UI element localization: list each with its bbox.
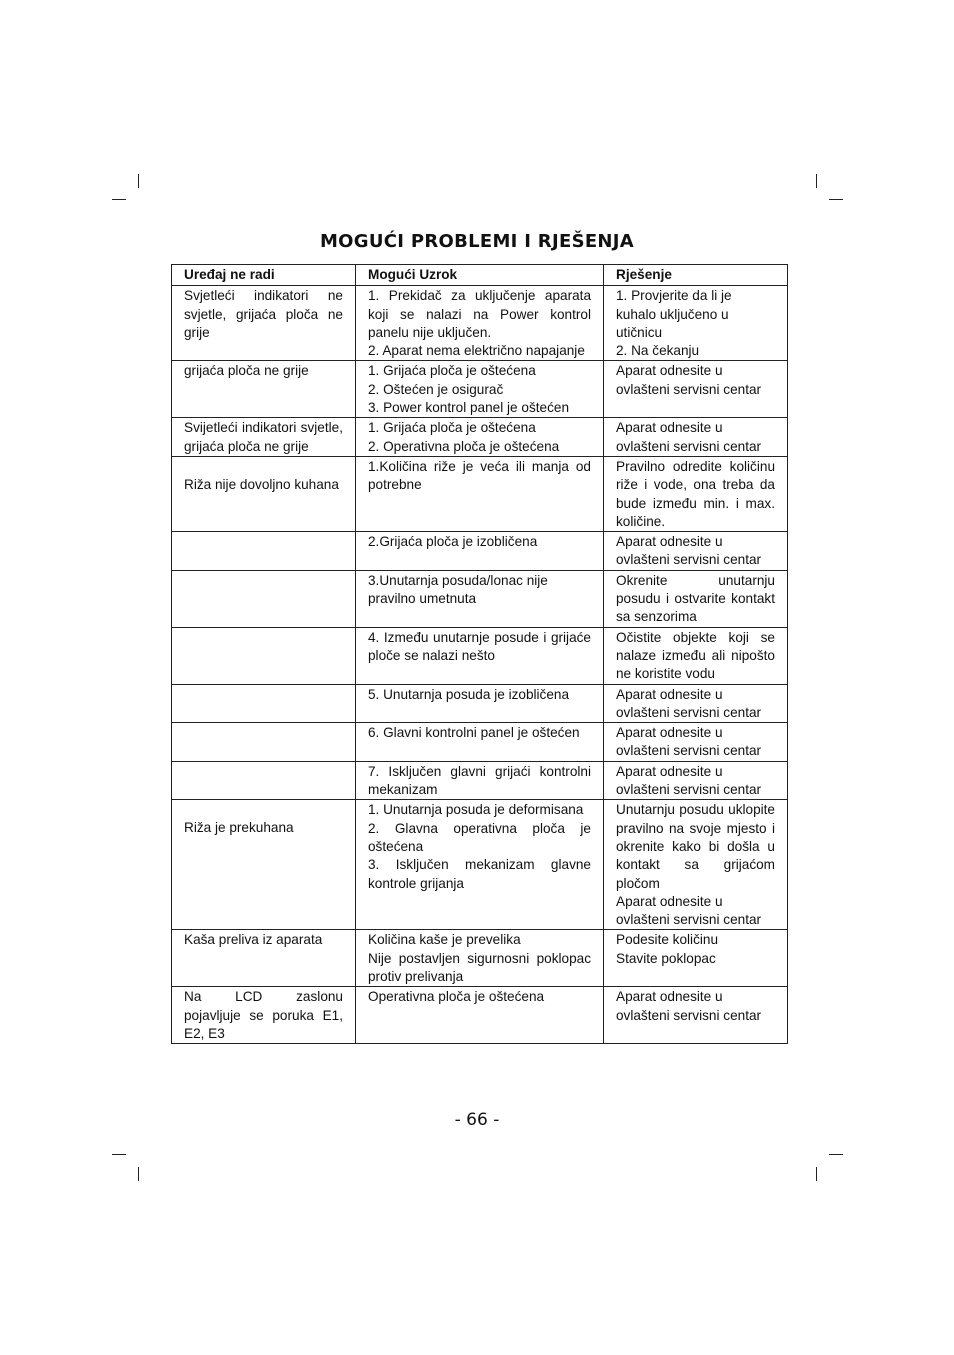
table-row — [172, 684, 788, 723]
cause-cell — [356, 723, 604, 762]
cause-text: 5. Unutarnja posuda je izobličena — [368, 686, 570, 702]
problem-cell — [172, 532, 356, 571]
solution-text: Aparat odnesite u ovlašteni servisni centar — [616, 725, 762, 759]
problem-cell — [172, 987, 356, 1044]
solution-cell — [604, 930, 788, 987]
table-row — [172, 286, 788, 361]
problem-cell — [172, 418, 356, 457]
crop-mark — [816, 1167, 817, 1181]
problem-text: Kaša preliva iz aparata — [184, 932, 323, 948]
solution-text: Aparat odnesite u ovlašteni servisni centar — [616, 893, 762, 928]
header-problem: Uređaj ne radi — [172, 265, 356, 286]
cause-text: 1.Količina riže je veća ili manja od potrebne — [368, 458, 591, 493]
solution-text: 1. Provjerite da li je kuhalo uključeno u utičnicu — [616, 288, 732, 340]
solution-cell — [604, 723, 788, 762]
solution-text: Okrenite unutarnju posudu i ostvarite kontakt sa senzorima — [616, 572, 775, 625]
table-row — [172, 987, 788, 1044]
problem-cell — [172, 570, 356, 627]
problem-text: grijaća ploča ne grije — [184, 363, 309, 379]
solution-text: Unutarnju posudu uklopite pravilno na svoje mjesto i okrenite kako bi došla u kontakt sa grijaćom pločom — [616, 802, 775, 891]
problem-cell — [172, 761, 356, 800]
crop-mark — [816, 174, 817, 188]
cause-text: 2. Aparat nema električno napajanje — [368, 343, 585, 359]
cause-text: 3. Isključen mekanizam glavne kontrole grijanja — [368, 857, 591, 891]
table-row — [172, 418, 788, 457]
problem-text: Svijetleći indikatori svjetle, grijaća ploča ne grije — [184, 420, 343, 454]
solution-cell — [604, 418, 788, 457]
solution-text: 2. Na čekanju — [616, 343, 700, 359]
crop-mark — [138, 174, 139, 188]
solution-cell — [604, 361, 788, 418]
solution-text: Stavite poklopac — [616, 950, 716, 966]
cause-cell — [356, 627, 604, 684]
cause-text: 1. Prekidač za uključenje aparata koji se nalazi na Power kontrol panelu nije uključen. — [368, 288, 591, 340]
table-row — [172, 930, 788, 987]
header-solution: Rješenje — [604, 265, 788, 286]
solution-text: Aparat odnesite u ovlašteni servisni centar — [616, 420, 762, 454]
cause-cell — [356, 286, 604, 361]
cause-cell — [356, 800, 604, 930]
page-title: MOGUĆI PROBLEMI I RJEŠENJA — [319, 231, 635, 252]
header-cause: Mogući Uzrok — [356, 265, 604, 286]
cause-text: 3.Unutarnja posuda/lonac nije pravilno umetnuta — [368, 572, 548, 607]
table-header-row — [172, 265, 788, 286]
table-row — [172, 761, 788, 800]
cause-text: Operativna ploča je oštećena — [368, 989, 545, 1005]
table-row — [172, 532, 788, 571]
table-row — [172, 723, 788, 762]
cause-cell — [356, 570, 604, 627]
solution-text: Aparat odnesite u ovlašteni servisni centar — [616, 534, 762, 568]
cause-text: 2. Oštećen je osigurač — [368, 381, 504, 397]
solution-text: Podesite količinu — [616, 932, 719, 948]
crop-mark — [829, 1154, 843, 1155]
solution-cell — [604, 800, 788, 930]
troubleshooting-table — [171, 264, 788, 1044]
cause-cell — [356, 761, 604, 800]
cause-cell — [356, 532, 604, 571]
cause-text: 2.Grijaća ploča je izobličena — [368, 534, 538, 550]
problem-text: Na LCD zaslonu pojavljuje se poruka E1, E2, E3 — [184, 989, 343, 1041]
page-number: - 66 - — [454, 1110, 500, 1130]
solution-text: Aparat odnesite u ovlašteni servisni centar — [616, 989, 762, 1023]
solution-text: Aparat odnesite u ovlašteni servisni centar — [616, 763, 762, 798]
problem-text: Riža je prekuhana — [184, 820, 294, 836]
cause-text: 1. Grijaća ploča je oštećena — [368, 363, 536, 379]
solution-cell — [604, 570, 788, 627]
table-row — [172, 361, 788, 418]
cause-text: 3. Power kontrol panel je oštećen — [368, 400, 570, 416]
solution-text: Aparat odnesite u ovlašteni servisni centar — [616, 363, 762, 397]
solution-cell — [604, 761, 788, 800]
cause-text: 4. Između unutarnje posude i grijaće ploče se nalazi nešto — [368, 629, 591, 663]
cause-cell — [356, 684, 604, 723]
cause-text: 7. Isključen glavni grijaći kontrolni mekanizam — [368, 763, 591, 798]
cause-cell — [356, 987, 604, 1044]
problem-cell — [172, 286, 356, 361]
problem-text: Svjetleći indikatori ne svjetle, grijaća ploča ne grije — [184, 288, 343, 340]
solution-text: Aparat odnesite u ovlašteni servisni centar — [616, 686, 762, 720]
cause-text: 1. Grijaća ploča je oštećena — [368, 420, 536, 436]
table-row — [172, 800, 788, 930]
cause-cell — [356, 456, 604, 531]
crop-mark — [112, 199, 126, 200]
cause-text: 1. Unutarnja posuda je deformisana — [368, 802, 584, 818]
crop-mark — [112, 1154, 126, 1155]
solution-cell — [604, 532, 788, 571]
crop-mark — [829, 199, 843, 200]
cause-cell — [356, 930, 604, 987]
table-row — [172, 627, 788, 684]
cause-text: Nije postavljen sigurnosni poklopac protiv prelivanja — [368, 950, 591, 984]
problem-cell — [172, 723, 356, 762]
crop-mark — [138, 1167, 139, 1181]
solution-cell — [604, 627, 788, 684]
cause-text: Količina kaše je prevelika — [368, 932, 521, 948]
problem-cell — [172, 627, 356, 684]
problem-cell — [172, 361, 356, 418]
problem-cell — [172, 930, 356, 987]
solution-text: Očistite objekte koji se nalaze između ali nipošto ne koristite vodu — [616, 629, 775, 682]
solution-cell — [604, 456, 788, 531]
problem-text: Riža nije dovoljno kuhana — [184, 477, 339, 493]
cause-text: 2. Operativna ploča je oštećena — [368, 438, 560, 454]
solution-cell — [604, 684, 788, 723]
solution-cell — [604, 987, 788, 1044]
table-row — [172, 456, 788, 531]
cause-text: 2. Glavna operativna ploča je oštećena — [368, 820, 591, 854]
problem-cell — [172, 456, 356, 531]
problem-cell — [172, 800, 356, 930]
cause-text: 6. Glavni kontrolni panel je oštećen — [368, 725, 580, 741]
table-row — [172, 570, 788, 627]
problem-cell — [172, 684, 356, 723]
solution-cell — [604, 286, 788, 361]
cause-cell — [356, 418, 604, 457]
solution-text: Pravilno odredite količinu riže i vode, ona treba da bude između min. i max. količine. — [616, 458, 775, 529]
cause-cell — [356, 361, 604, 418]
